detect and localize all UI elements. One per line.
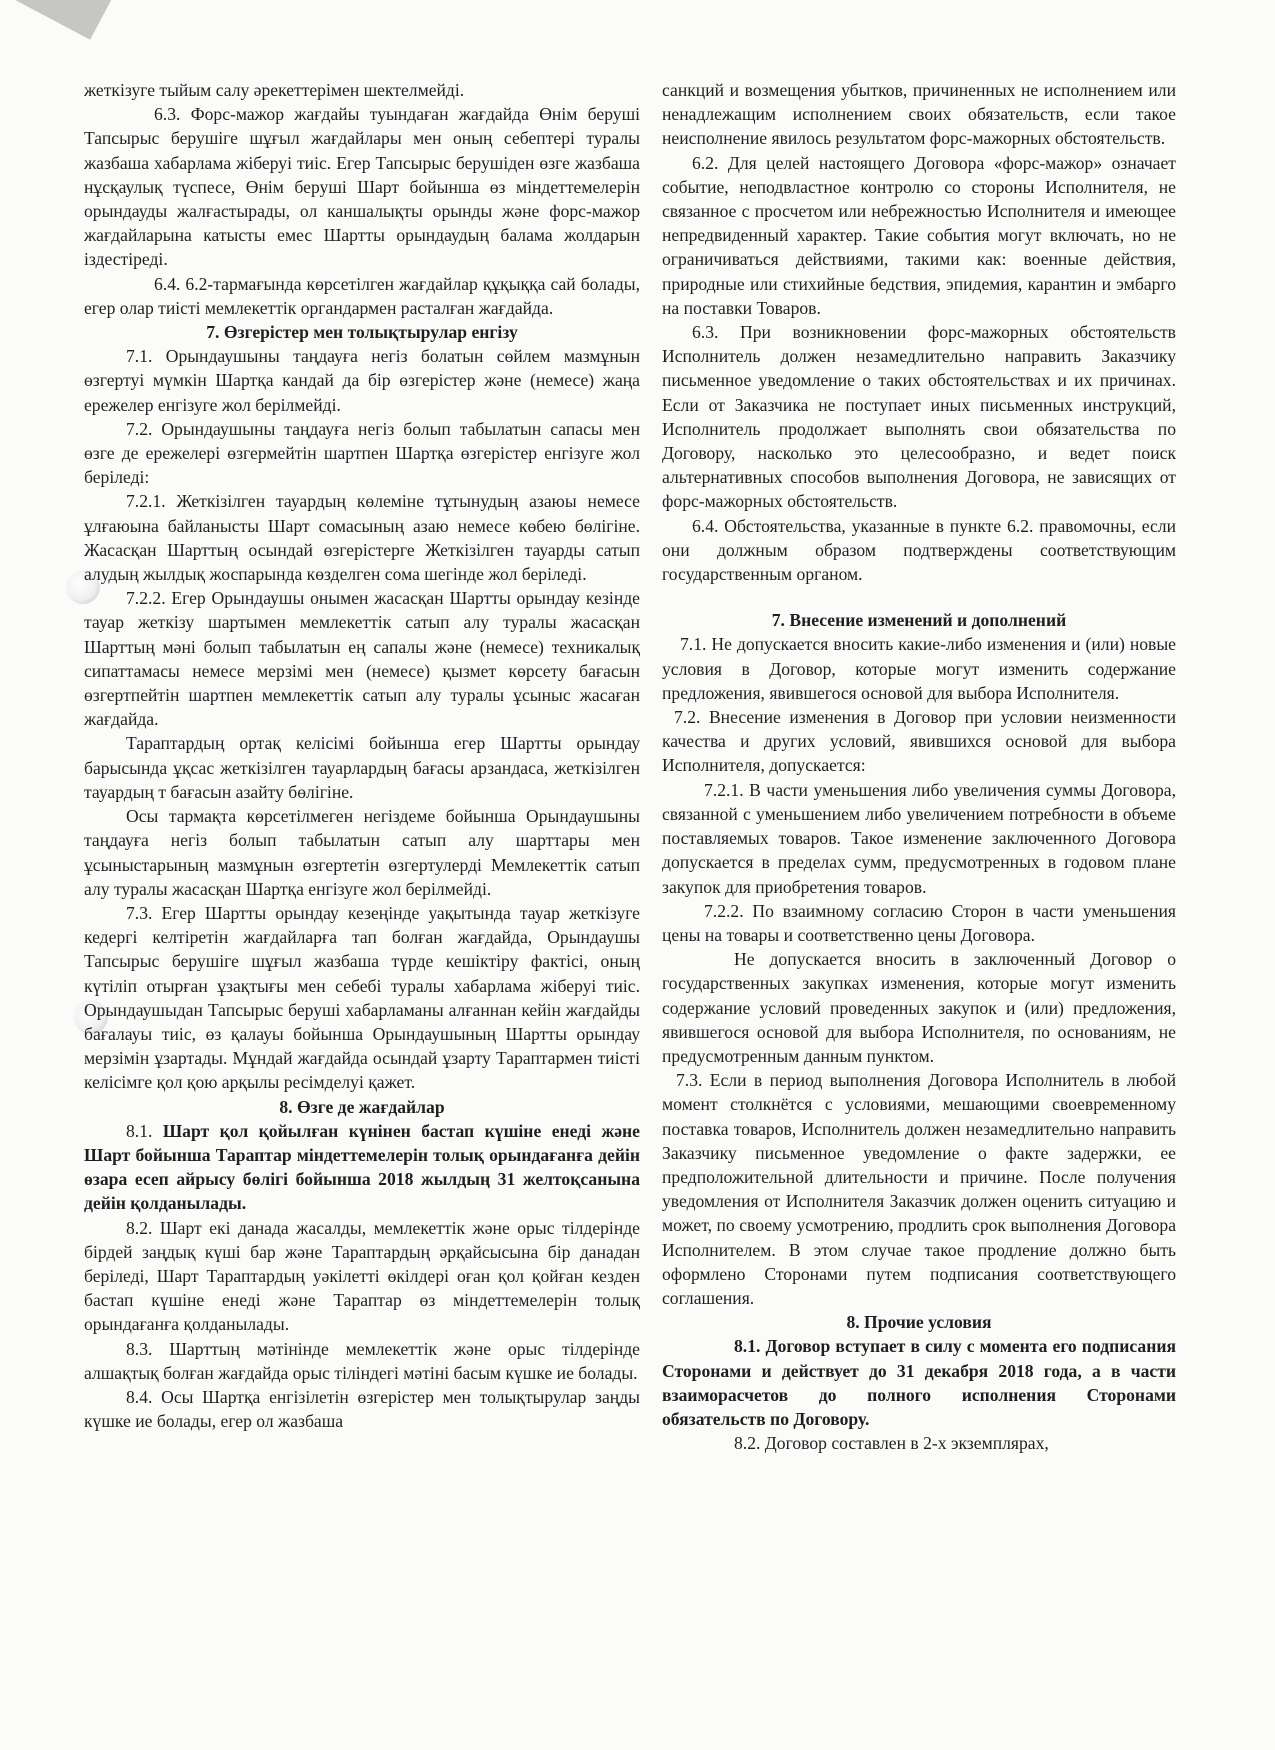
ru-paragraph: 8.1. Договор вступает в силу с момента его подписания Сторонами и действует до 31 декабря 2018 года, а в части взаиморасчетов до полного исполнения Сторонами обязательств по Договору. (662, 1336, 1176, 1429)
kz-paragraph: 8.2. Шарт екі данада жасалды, мемлекеттік және орыс тілдерінде бірдей заңдық күші бар және Тараптардың әрқайсысына бір данадан беріледі, Шарт Тараптардың уәкілетті өкілдері оған қол қойған кезден бастап күшіне енеді және Тараптар өз міндеттемелерін толық орындағанға қолданылады. (84, 1217, 640, 1335)
ru-paragraph: 6.3. При возникновении форс-мажорных обстоятельств Исполнитель должен незамедлительно направить Заказчику письменное уведомление о таких обстоятельствах и их причинах. Если от Заказчика не поступает иных письменных инструкций, Исполнитель продолжает выполнять свои обязательства по Договору, насколько это целесообразно, и ведет поиск альтернативных способов выполнения Договора, не зависящих от форс-мажорных обстоятельств. (662, 322, 1176, 512)
kz-section-heading: 7. Өзгерістер мен толықтырулар енгізу (206, 322, 518, 343)
kz-paragraph: 6.4. 6.2-тармағында көрсетілген жағдайлар құқыққа сай болады, егер олар тиісті мемлекеттік органдармен расталған жағдайда. (84, 273, 640, 318)
kz-paragraph: 7.1. Орындаушыны таңдауға негіз болатын сөйлем мазмұнын өзгертуі мүмкін Шартқа кандай да бір өзгерістер және (немесе) жаңа ережелер енгізуге жол берілмейді. (84, 346, 640, 415)
kz-paragraph: 7.3. Егер Шартты орындау кезеңінде уақытында тауар жеткізуге кедергі келтіретін жағдайларға тап болған жағдайда, Орындаушы Тапсырыс берушіге шұғыл жазбаша түрде кешіктіру фактісі, оның күтіліп отырған ұзақтығы мен себебі туралы хабарлама жіберуі тиіс. Орындаушыдан Тапсырыс беруші хабарламаны алғаннан кейін жағдайды бағалауы тиіс, өз қалауы бойынша Орындаушының Шартты орындау мерзімін ұзартады. Мұндай жағдайда осындай ұзарту Тараптармен тиісті келісімге қол қою арқылы ресімделуі қажет. (84, 902, 640, 1093)
ru-paragraph: 7.2.2. По взаимному согласию Сторон в части уменьшения цены на товары и соответственно цены Договора. (662, 900, 1176, 945)
ru-section-heading: 8. Прочие условия (846, 1312, 992, 1333)
ru-paragraph: 8.2. Договор составлен в 2-х экземплярах, (734, 1433, 1049, 1454)
ru-paragraph: 7.2. Внесение изменения в Договор при условии неизменности качества и других условий, явившихся основой для выбора Исполнителя, допускается: (662, 707, 1176, 776)
kz-paragraph: 8.3. Шарттың мәтінінде мемлекеттік және орыс тілдерінде алшақтық болған жағдайда орыс тіліндегі мәтіні басым күшке ие болады. (84, 1338, 640, 1383)
ru-paragraph: Не допускается вносить в заключенный Договор о государственных закупках изменения, которые могут изменить содержание условий проведенных закупок и (или) предложения, явившегося основой для выбора Исполнителя, по основаниям, не предусмотренным данным пунктом. (662, 949, 1176, 1066)
kz-paragraph (84, 1119, 640, 1216)
kz-paragraph: 7.2. Орындаушыны таңдауға негіз болып табылатын сапасы мен өзге де ережелері өзгермейтін шартпен Шартқа өзгерістер енгізуге жол беріледі: (84, 418, 640, 488)
ru-paragraph: санкций и возмещения убытков, причиненных не исполнением или ненадлежащим исполнением своих обязательств, если такое неисполнение явилось результатом форс-мажорных обстоятельств. (662, 80, 1176, 149)
kz-paragraph: жеткізуге тыйым салу әрекеттерімен шектелмейді. (84, 80, 465, 100)
kz-paragraph: Осы тармақта көрсетілмеген негіздеме бойынша Орындаушыны таңдауға негіз болып табылатын сатып алу шарттары мен ұсыныстарының мазмұнын өзгертетін өзгертулерді Мемлекеттік сатып алу туралы жасасқан Шартқа енгізуге жол берілмейді. (84, 806, 640, 899)
ru-paragraph: 7.1. Не допускается вносить какие-либо изменения и (или) новые условия в Договор, которые могут изменить содержание предложения, явившегося основой для выбора Исполнителя. (662, 634, 1176, 703)
kz-paragraph-number: 8.1. (126, 1120, 163, 1141)
kz-section-heading: 8. Өзге де жағдайлар (279, 1096, 445, 1117)
ru-paragraph: 7.2.1. В части уменьшения либо увеличения суммы Договора, связанной с уменьшением либо увеличением потребности в объеме поставляемых товаров. Такое изменение заключенного Договора допускается в пределах сумм, предусмотренных в годовом плане закупок для приобретения товаров. (662, 779, 1176, 897)
ru-section-heading: 7. Внесение изменений и дополнений (771, 610, 1067, 631)
kazakh-column (84, 78, 640, 1433)
kz-paragraph-text: Шарт қол қойылған күнінен бастап күшіне енеді және Шарт бойынша Тараптар міндеттемелерін толық орындағанға дейін өзара есеп айрысу бөлігі бойынша 2018 жылдың 31 желтоқсанына дейін қолданылады. (84, 1120, 640, 1214)
kz-paragraph: 6.3. Форс-мажор жағдайы туындаған жағдайда Өнім беруші Тапсырыс берушіге шұғыл жағдайлары мен оның себептері туралы жазбаша хабарлама жіберуі тиіс. Егер Тапсырыс берушіден өзге жазбаша нұсқаулық түспесе, Өнім беруші Шарт бойынша өз міндеттемелерін орындауды жалғастырады, ол каншалықты орынды және форс-мажор жағдайларына катысты емес Шартты орындаудың балама жолдарын іздестіреді. (84, 104, 640, 270)
kz-paragraph: 8.4. Осы Шартқа енгізілетін өзгерістер мен толықтырулар заңды күшке ие болады, егер ол жазбаша (84, 1386, 640, 1432)
ru-paragraph: 6.2. Для целей настоящего Договора «форс-мажор» означает событие, неподвластное контролю со стороны Исполнителя, не связанное с просчетом или небрежностью Исполнителя и имеющее непредвиденный характер. Такие события могут включать, но не ограничиваться действиями, такими как: военные действия, природные или стихийные бедствия, эпидемия, карантин и эмбарго на поставки Товаров. (662, 152, 1176, 318)
ru-paragraph: 6.4. Обстоятельства, указанные в пункте 6.2. правомочны, если они должным образом подтверждены соответствующим государственным органом. (662, 515, 1176, 585)
scan-shadow-corner (0, 0, 189, 40)
ru-spacer (662, 586, 1176, 608)
kz-paragraph: Тараптардың ортақ келісімі бойынша егер Шартты орындау барысында ұқсас жеткізілген тауарлардың бағасы арзандаса, жеткізілген тауардың т бағасын азайту бөлігіне. (84, 733, 640, 802)
kz-paragraph: 7.2.2. Егер Орындаушы онымен жасасқан Шартты орындау кезінде тауар жеткізу шартымен мемлекеттік сатып алу туралы жасасқан Шарттың мәні болып табылатын ең сапалы және (немесе) техникалық сипаттамасы немесе мерзімі мен (немесе) қызмет көрсету бағасын өзгертпейтін шартпен мемлекеттік сатып алу туралы ұсыныс жасаған жағдайда. (84, 588, 640, 730)
russian-column (662, 78, 1176, 1455)
kz-paragraph: 7.2.1. Жеткізілген тауардың көлеміне тұтынудың азаюы немесе ұлғаюына байланысты Шарт сомасының азаю немесе көбею бөлігіне. Жасасқан Шарттың осындай өзгерістерге Жеткізілген тауарды сатып алудың жылдық жоспарында көзделген сома шегінде жол беріледі. (84, 491, 640, 585)
ru-paragraph: 7.3. Если в период выполнения Договора Исполнитель в любой момент столкнётся с условиями, мешающими своевременному поставка товаров, Исполнитель должен незамедлительно направить Заказчику письменное уведомление о факте задержки, ее предположительной длительности и причине. После получения уведомления от Исполнителя Заказчик должен оценить ситуацию и может, по своему усмотрению, продлить срок выполнения Договора Исполнителем. В этом случае такое продление должно быть оформлено Сторонами путем подписания соответствующего соглашения. (662, 1070, 1176, 1308)
